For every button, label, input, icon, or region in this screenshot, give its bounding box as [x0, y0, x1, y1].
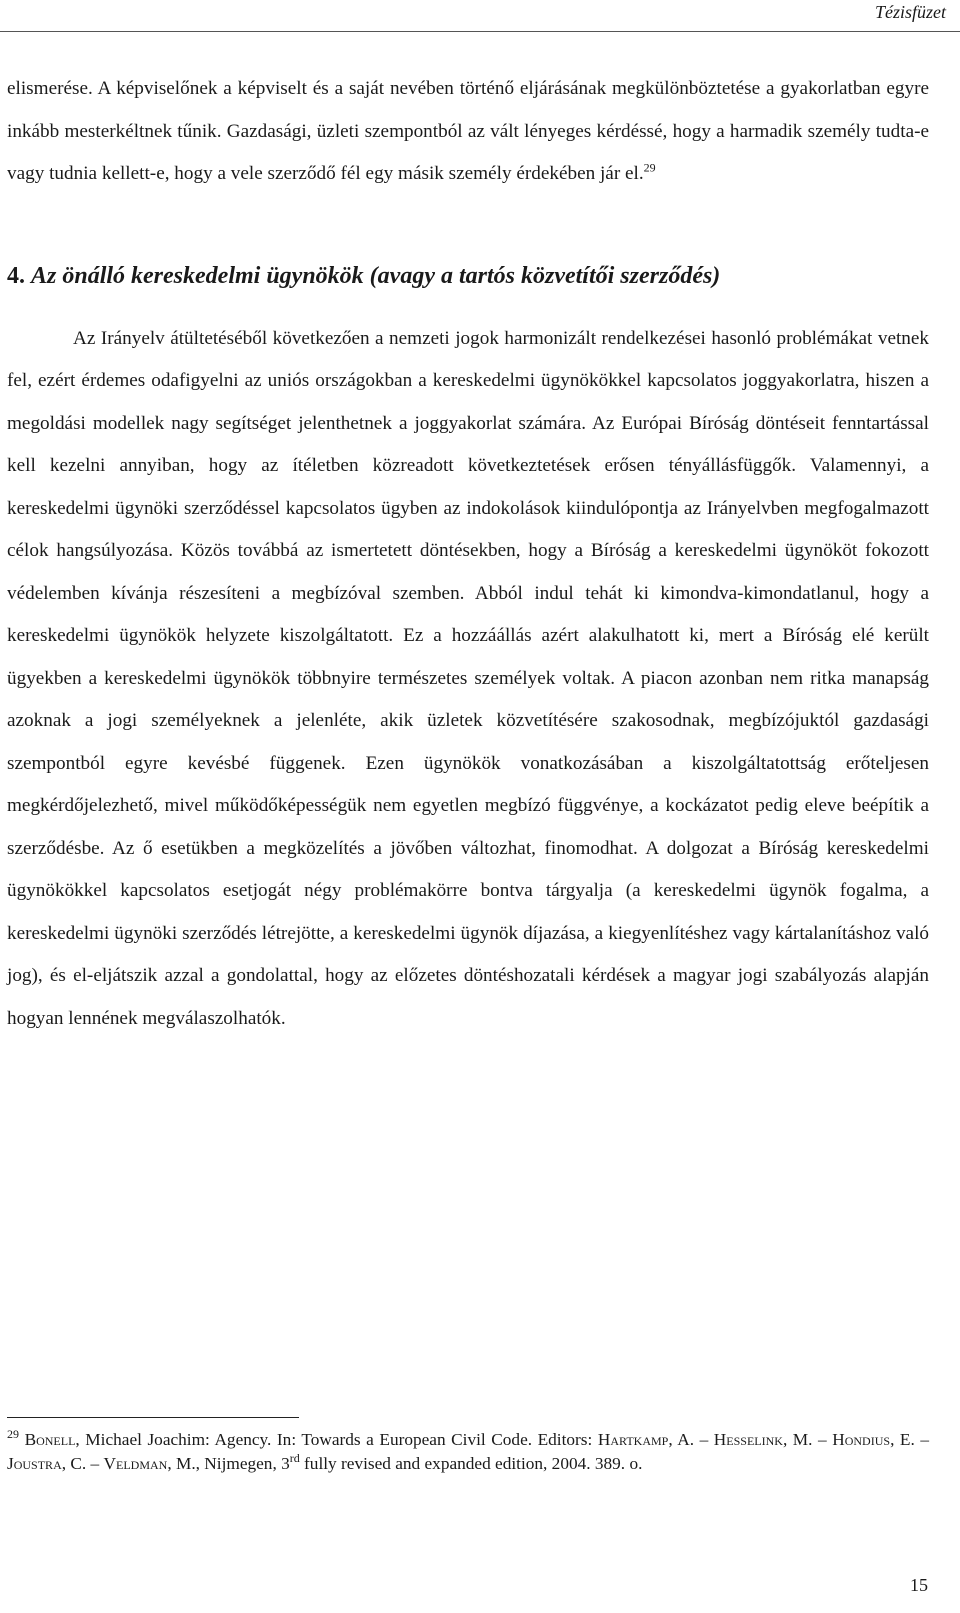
- footnote-editor-2: Hesselink: [713, 1430, 783, 1449]
- footnote: [7, 1428, 929, 1475]
- footnote-separator: [7, 1417, 299, 1418]
- section-heading: [7, 258, 929, 294]
- body-paragraph: Az Irányelv átültetéséből következően a nemzeti jogok harmonizált rendelkezései hasonló problémákat vetnek fel, ezért érdemes odafigyelni az uniós országokban a kereskedelmi ügynökökkel kapcsolatos joggyakorlatra, hiszen a megoldási modellek nagy segítséget jelenthetnek a joggyakorlat számára. Az Európai Bíróság döntéseit fenntartással kell kezelni annyiban, hogy az ítéletben közreadott következtetések erősen tényállásfüggők. Valamennyi, a kereskedelmi ügynöki szerződéssel kapcsolatos ügyben az indokolások kiindulópontja az Irányelvben megfogalmazott célok hangsúlyozása. Közös továbbá az ismertetett döntésekben, hogy a Bíróság a kereskedelmi ügynököt fokozott védelemben kívánja részesíteni a megbízóval szemben. Abból indul tehát ki kimondva-kimondatlanul, hogy a kereskedelmi ügynökök helyzete kiszolgáltatott. Ez a hozzáállás azért alakulhatott ki, mert a Bíróság elé került ügyekben a kereskedelmi ügynökök többnyire természetes személyek voltak. A piacon azonban nem ritka manapság azoknak a jogi személyeknek a jelenléte, akik üzletek közvetítésére szakosodnak, megbízójuktól gazdasági szempontból egyre kevésbé függenek. Ezen ügynökök vonatkozásában a kiszolgáltatottság erőteljesen megkérdőjelezhető, mivel működőképességük nem egyetlen megbízó függvénye, a kockázatot pedig eleve beépítik a szerződésbe. Az ő esetükben a megközelítés a jövőben változhat, finomodhat. A dolgozat a Bíróság kereskedelmi ügynökökkel kapcsolatos esetjogát négy problémakörre bontva tárgyalja (a kereskedelmi ügynök fogalma, a kereskedelmi ügynöki szerződés létrejötte, a kereskedelmi ügynök díjazása, a kiegyenlítéshez vagy kártalanításhoz való jog), és el-eljátszik azzal a gondolattal, hogy az előzetes döntéshozatali kérdések a magyar jogi szabályozás alapján hogyan lennének megválaszolhatók.: [7, 327, 929, 1029]
- footnote-text-1: , Michael Joachim: Agency. In: Towards a European Civil Code. Editors:: [75, 1430, 598, 1449]
- main-content: [7, 68, 929, 1040]
- header-rule: [0, 31, 960, 32]
- footnote-text-2: , A. –: [668, 1430, 714, 1449]
- intro-paragraph: [7, 68, 929, 196]
- footnote-editor-4: Joustra: [7, 1453, 62, 1473]
- footnote-reference[interactable]: 29: [643, 160, 656, 175]
- footnote-text-7: fully revised and expanded edition, 2004. 389. o.: [299, 1453, 643, 1473]
- footnote-editor-5: Veldman: [103, 1453, 168, 1473]
- page-header: [0, 0, 960, 30]
- footnote-editor-3: Hondius: [832, 1430, 891, 1449]
- section-number: 4.: [7, 262, 25, 289]
- footnote-number: 29: [7, 1427, 19, 1442]
- footnote-ordinal: rd: [289, 1450, 300, 1465]
- footnote-editor-1: Hartkamp: [597, 1430, 669, 1449]
- footnote-author: Bonell: [24, 1430, 76, 1449]
- footnote-text-3: , M. –: [782, 1430, 833, 1449]
- header-title: Tézisfüzet: [874, 2, 946, 22]
- section-title: Az önálló kereskedelmi ügynökök (avagy a tartós közvetítői szerződés): [31, 262, 721, 289]
- page-number: 15: [910, 1575, 928, 1595]
- footnote-text-5: , C. –: [61, 1453, 104, 1473]
- intro-text: elismerése. A képviselőnek a képviselt és a saját nevében történő eljárásának megkülönböztetése a gyakorlatban egyre inkább mesterkéltnek tűnik. Gazdasági, üzleti szempontból az vált lényeges kérdéssé, hogy a harmadik személy tudta-e vagy tudnia kellett-e, hogy a vele szerződő fél egy másik személy érdekében jár el.: [7, 78, 929, 184]
- footnote-text-4: , E. –: [890, 1430, 929, 1449]
- footnote-text-6: , M., Nijmegen, 3: [167, 1453, 290, 1473]
